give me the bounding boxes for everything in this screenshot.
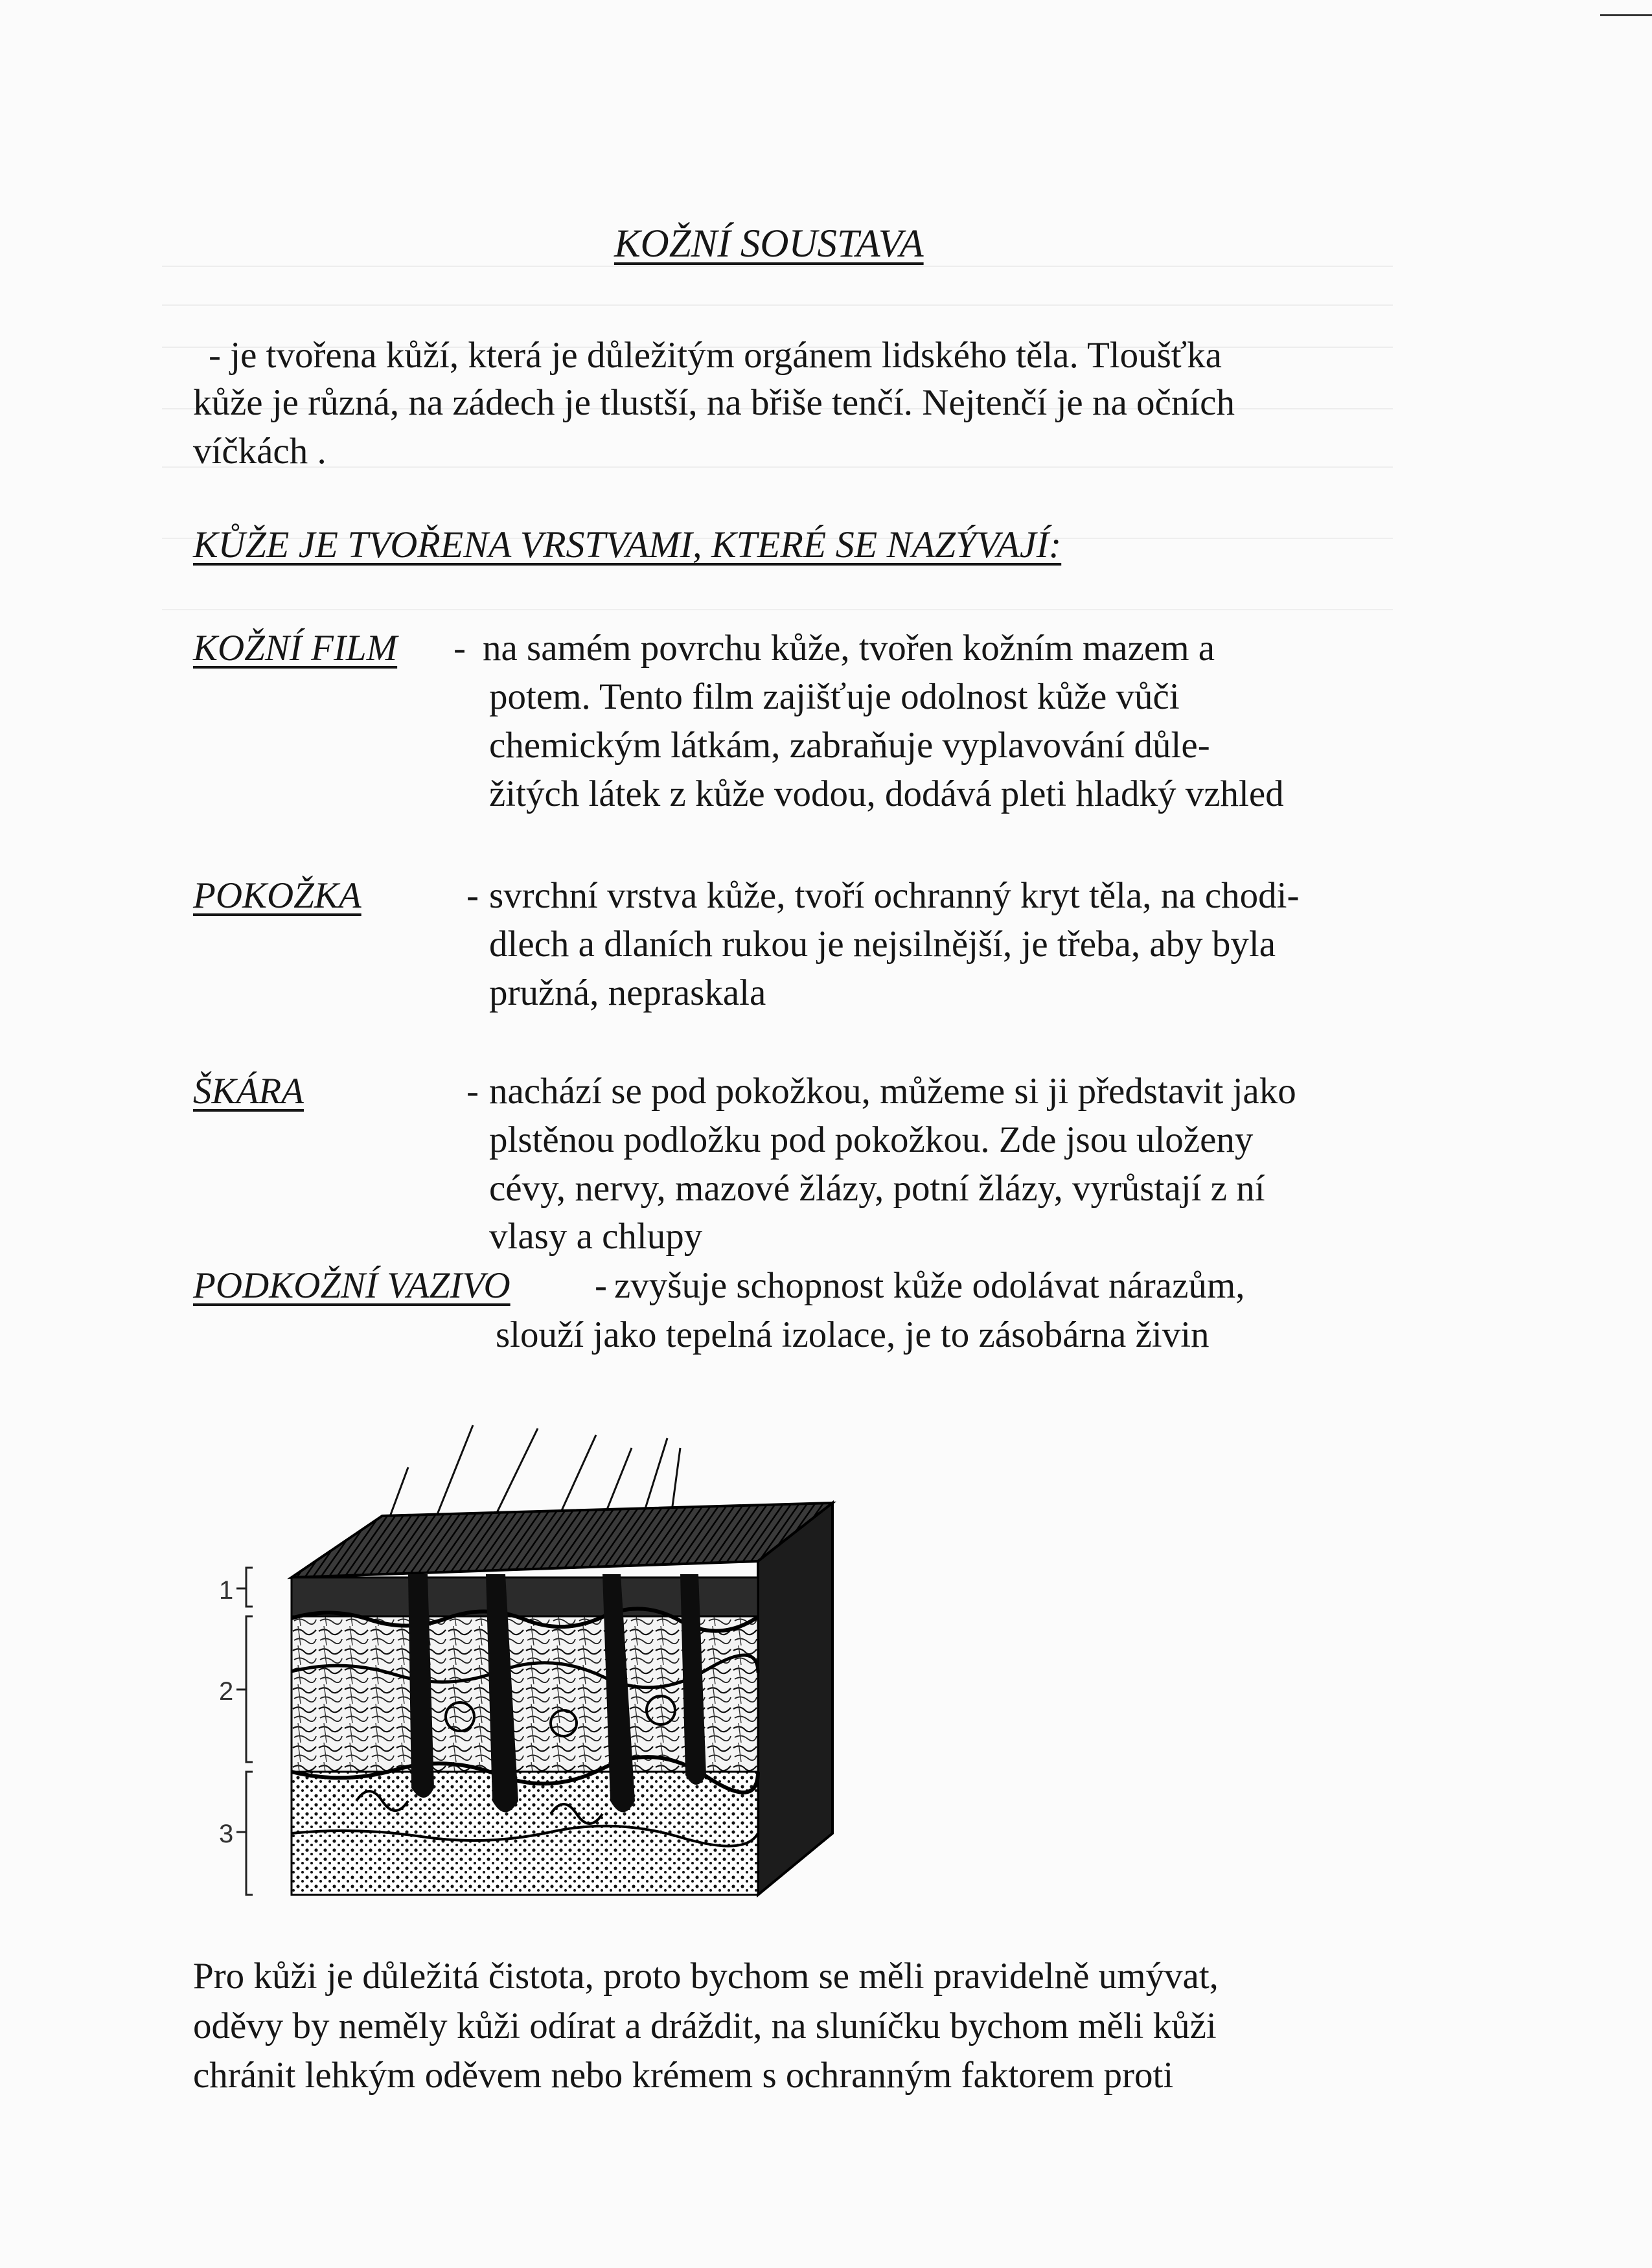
closing-line-2: oděvy by neměly kůži odírat a dráždit, na sluníčku bychom měli kůži: [193, 2006, 1217, 2046]
term-dash: -: [595, 1265, 607, 1306]
term-dash: -: [466, 1071, 479, 1112]
definition-line: cévy, nervy, mazové žlázy, potní žlázy, vyrůstají z ní: [489, 1168, 1265, 1209]
edge-rule: [1600, 14, 1652, 16]
intro-line-2: kůže je různá, na zádech je tlustší, na břiše tenčí. Nejtenčí je na očních: [193, 382, 1235, 423]
skin-cross-section-figure: [214, 1412, 862, 1905]
term-pokozka: POKOŽKA: [193, 875, 361, 916]
term-podkozni-vazivo: PODKOŽNÍ VAZIVO: [193, 1265, 511, 1306]
term-skara: ŠKÁRA: [193, 1071, 304, 1112]
term-dash: -: [466, 875, 479, 916]
definition-line: nachází se pod pokožkou, můžeme si ji představit jako: [489, 1071, 1296, 1112]
definition-line: zvyšuje schopnost kůže odolávat nárazům,: [614, 1265, 1245, 1306]
figure-label-1: 1: [219, 1576, 234, 1605]
intro-line-1: - je tvořena kůží, která je důležitým orgánem lidského těla. Tloušťka: [209, 335, 1222, 376]
closing-line-1: Pro kůži je důležitá čistota, proto bychom se měli pravidelně umývat,: [193, 1956, 1219, 1997]
definition-line: chemickým látkám, zabraňuje vyplavování důle-: [489, 725, 1210, 766]
intro-line-3: víčkách .: [193, 431, 327, 472]
definition-line: slouží jako tepelná izolace, je to zásobárna živin: [496, 1314, 1210, 1355]
figure-label-2: 2: [219, 1677, 234, 1706]
definition-line: dlech a dlaních rukou je nejsilnější, je třeba, aby byla: [489, 924, 1276, 965]
term-dash: -: [453, 628, 466, 669]
definition-line: na samém povrchu kůže, tvořen kožním mazem a: [483, 628, 1215, 669]
figure-label-3: 3: [219, 1820, 234, 1848]
definition-line: pružná, nepraskala: [489, 972, 766, 1013]
term-kozni-film: KOŽNÍ FILM: [193, 628, 398, 669]
definition-line: vlasy a chlupy: [489, 1216, 703, 1257]
definition-line: svrchní vrstva kůže, tvoří ochranný kryt těla, na chodi-: [489, 875, 1300, 916]
closing-line-3: chránit lehkým oděvem nebo krémem s ochranným faktorem proti: [193, 2055, 1174, 2096]
definition-line: plstěnou podložku pod pokožkou. Zde jsou uloženy: [489, 1119, 1254, 1160]
layers-heading: KŮŽE JE TVOŘENA VRSTVAMI, KTERÉ SE NAZÝVAJÍ:: [193, 523, 1062, 566]
definition-line: potem. Tento film zajišťuje odolnost kůže vůči: [489, 676, 1180, 717]
definition-line: žitých látek z kůže vodou, dodává pleti hladký vzhled: [489, 773, 1284, 814]
page-title: KOŽNÍ SOUSTAVA: [614, 222, 924, 266]
